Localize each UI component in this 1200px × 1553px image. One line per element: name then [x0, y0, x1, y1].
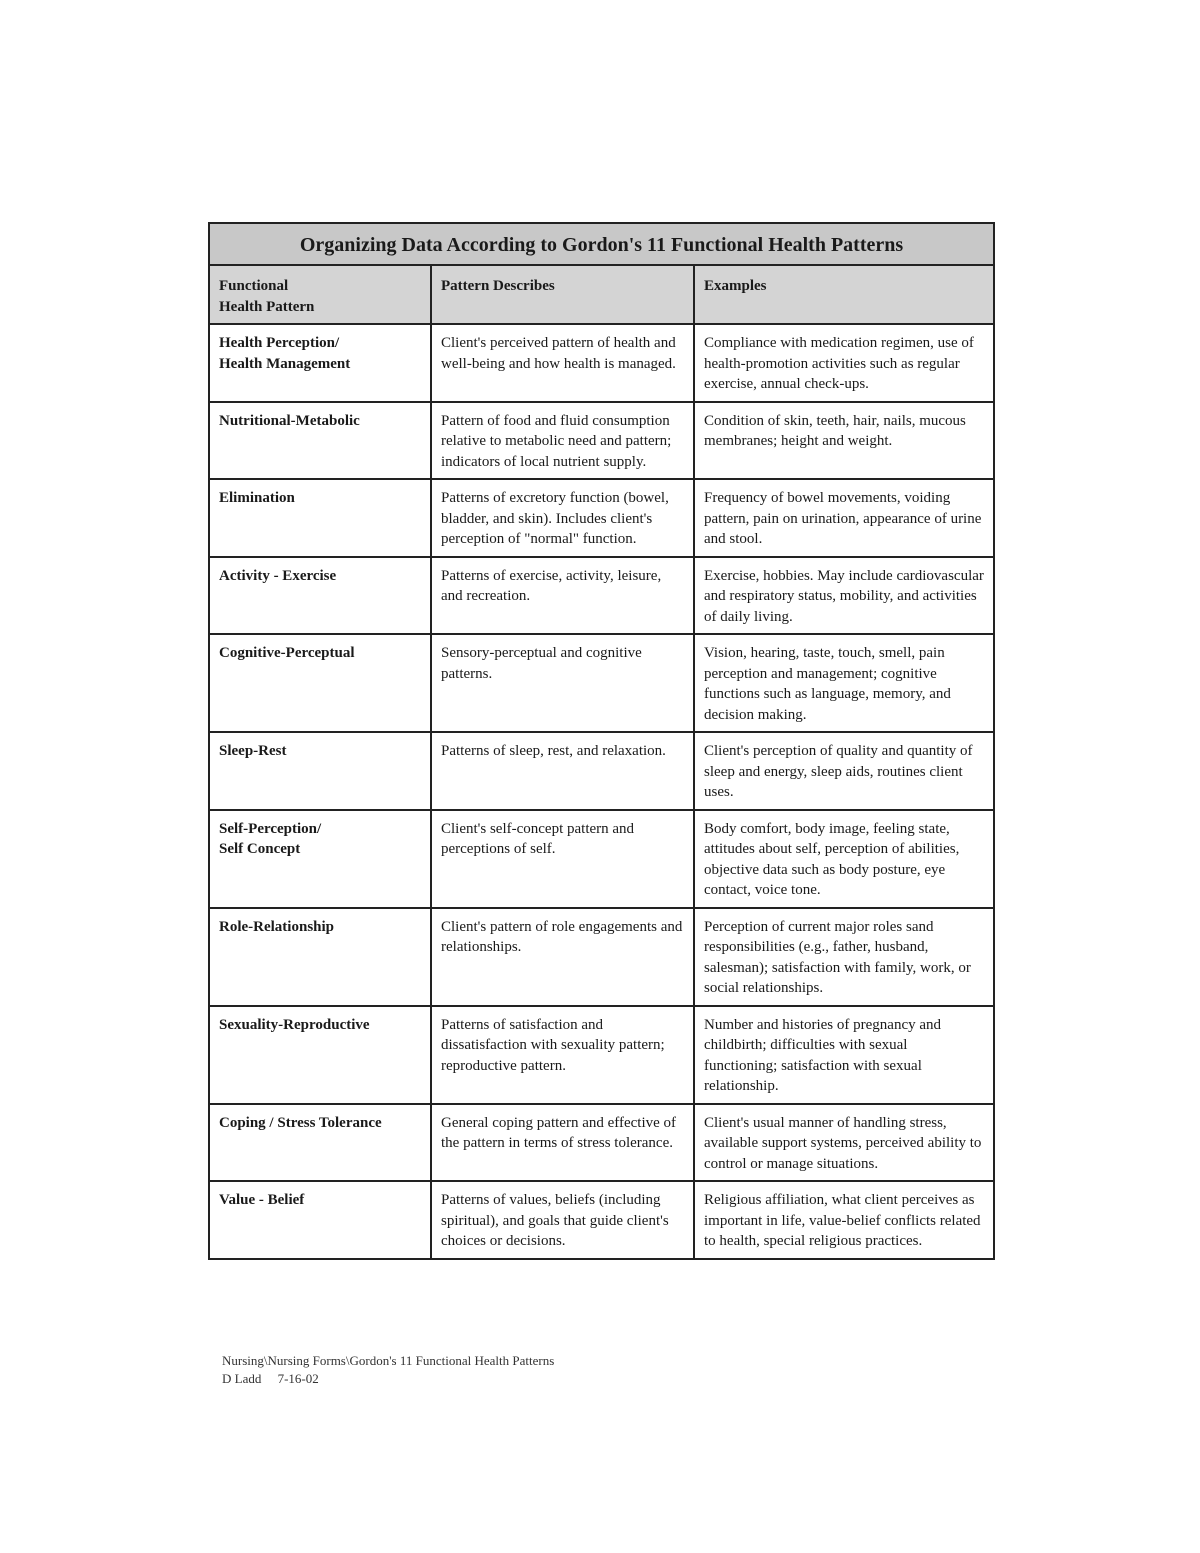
examples-cell: Vision, hearing, taste, touch, smell, pain perception and management; cognitive functions such as language, memory, and decision making.	[694, 634, 994, 732]
table-row	[209, 1181, 994, 1259]
footer-file-path: Nursing\Nursing Forms\Gordon's 11 Functional Health Patterns	[222, 1353, 555, 1368]
pattern-name-line: Self-Perception/	[219, 820, 322, 837]
pattern-name-cell	[209, 1104, 431, 1182]
pattern-name-cell	[209, 324, 431, 402]
pattern-describes-cell: General coping pattern and effective of the pattern in terms of stress tolerance.	[431, 1104, 694, 1182]
examples-cell: Religious affiliation, what client perceives as important in life, value-belief conflicts related to health, special religious practices.	[694, 1181, 994, 1259]
examples-cell: Perception of current major roles sand responsibilities (e.g., father, husband, salesman); satisfaction with family, work, or social relationships.	[694, 908, 994, 1006]
table-row	[209, 732, 994, 810]
examples-cell: Frequency of bowel movements, voiding pattern, pain on urination, appearance of urine and stool.	[694, 479, 994, 557]
table-row	[209, 1104, 994, 1182]
pattern-name-line: Health Perception/	[219, 335, 340, 351]
pattern-name-line: Sleep-Rest	[219, 743, 287, 759]
header-pattern-line-2: Health Pattern	[219, 298, 315, 315]
examples-cell: Client's perception of quality and quantity of sleep and energy, sleep aids, routines client uses.	[694, 732, 994, 810]
header-examples: Examples	[694, 265, 994, 324]
pattern-name-line: Nutritional-Metabolic	[219, 412, 360, 429]
examples-cell: Body comfort, body image, feeling state, attitudes about self, perception of abilities, objective data such as body posture, eye contact, voice tone.	[694, 810, 994, 908]
functional-health-patterns-table	[208, 222, 995, 1260]
examples-cell: Exercise, hobbies. May include cardiovascular and respiratory status, mobility, and activities of daily living.	[694, 557, 994, 635]
footer	[222, 1352, 554, 1388]
pattern-describes-cell: Patterns of exercise, activity, leisure, and recreation.	[431, 557, 694, 635]
table-title: Organizing Data According to Gordon's 11 Functional Health Patterns	[209, 223, 994, 265]
table-body	[209, 324, 994, 1259]
footer-author-date: D Ladd 7-16-02	[222, 1371, 319, 1386]
table-row	[209, 324, 994, 402]
pattern-name-line: Sexuality-Reproductive	[219, 1016, 370, 1033]
pattern-describes-cell: Patterns of values, beliefs (including spiritual), and goals that guide client's choices or decisions.	[431, 1181, 694, 1259]
pattern-describes-cell: Client's self-concept pattern and perceptions of self.	[431, 810, 694, 908]
table-row	[209, 908, 994, 1006]
pattern-describes-cell: Patterns of sleep, rest, and relaxation.	[431, 732, 694, 810]
table-row	[209, 557, 994, 635]
table-row	[209, 479, 994, 557]
table-row	[209, 1006, 994, 1104]
pattern-name-cell	[209, 402, 431, 480]
pattern-name-line: Self Concept	[219, 841, 301, 857]
examples-cell: Compliance with medication regimen, use of health-promotion activities such as regular exercise, annual check-ups.	[694, 324, 994, 402]
pattern-name-line: Health Management	[219, 355, 351, 372]
table-row	[209, 402, 994, 480]
pattern-name-cell	[209, 557, 431, 635]
pattern-describes-cell: Patterns of excretory function (bowel, bladder, and skin). Includes client's perception of "normal" function.	[431, 479, 694, 557]
pattern-describes-cell: Sensory-perceptual and cognitive patterns.	[431, 634, 694, 732]
examples-cell: Client's usual manner of handling stress, available support systems, perceived ability to control or manage situations.	[694, 1104, 994, 1182]
header-functional-health-pattern	[209, 265, 431, 324]
table-row	[209, 634, 994, 732]
pattern-describes-cell: Client's perceived pattern of health and well-being and how health is managed.	[431, 324, 694, 402]
pattern-describes-cell: Patterns of satisfaction and dissatisfaction with sexuality pattern; reproductive pattern.	[431, 1006, 694, 1104]
header-pattern-describes: Pattern Describes	[431, 265, 694, 324]
table-row	[209, 810, 994, 908]
pattern-name-cell	[209, 810, 431, 908]
pattern-name-cell	[209, 1181, 431, 1259]
pattern-describes-cell: Client's pattern of role engagements and relationships.	[431, 908, 694, 1006]
pattern-name-line: Value - Belief	[219, 1192, 305, 1208]
examples-cell: Condition of skin, teeth, hair, nails, mucous membranes; height and weight.	[694, 402, 994, 480]
pattern-name-line: Cognitive-Perceptual	[219, 645, 355, 661]
pattern-name-line: Coping / Stress Tolerance	[219, 1114, 382, 1131]
pattern-name-cell	[209, 908, 431, 1006]
pattern-describes-cell: Pattern of food and fluid consumption relative to metabolic need and pattern; indicators of local nutrient supply.	[431, 402, 694, 480]
pattern-name-line: Elimination	[219, 490, 295, 506]
header-pattern-line-1: Functional	[219, 278, 289, 294]
pattern-name-cell	[209, 634, 431, 732]
pattern-name-cell	[209, 479, 431, 557]
pattern-name-line: Activity - Exercise	[219, 567, 337, 584]
pattern-name-line: Role-Relationship	[219, 918, 335, 935]
examples-cell: Number and histories of pregnancy and childbirth; difficulties with sexual functioning; satisfaction with sexual relationship.	[694, 1006, 994, 1104]
pattern-name-cell	[209, 732, 431, 810]
pattern-name-cell	[209, 1006, 431, 1104]
